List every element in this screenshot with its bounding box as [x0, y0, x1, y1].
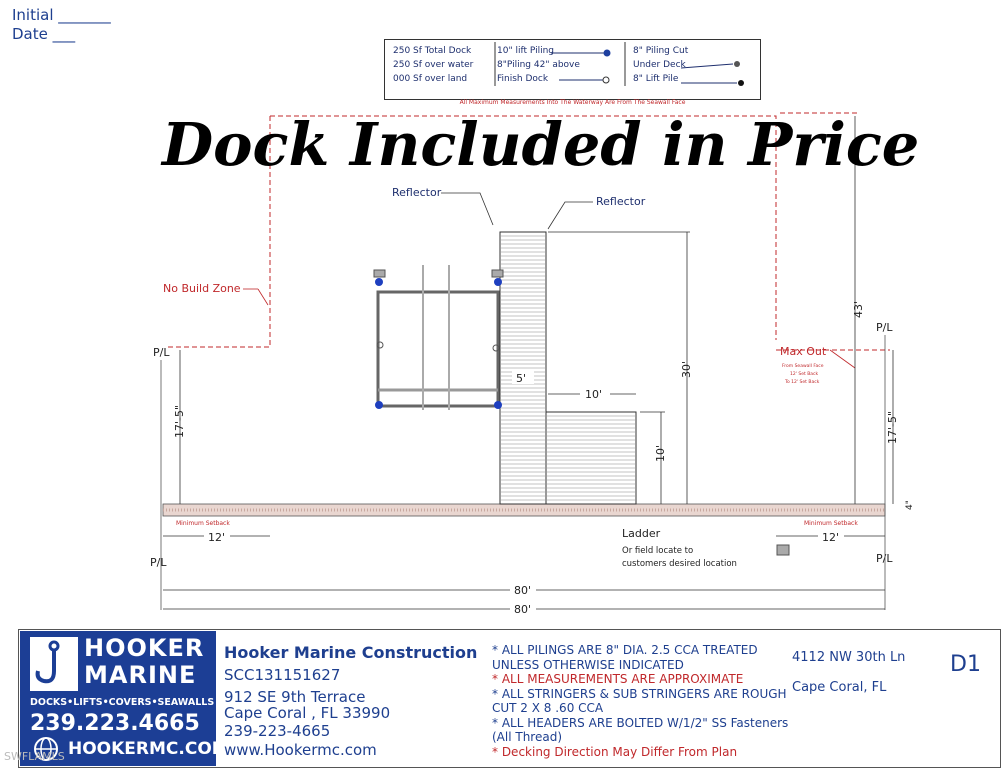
no-build-zone-label: No Build Zone: [163, 282, 241, 295]
company-license: SCC131151627: [224, 666, 341, 684]
ladder-label: Ladder: [622, 527, 661, 540]
pl-label-bottom-right: P/L: [876, 552, 893, 565]
company-website[interactable]: www.Hookermc.com: [224, 741, 377, 759]
min-setback-left: Minimum Setback: [176, 520, 230, 527]
company-logo: [20, 631, 229, 766]
legend-under-deck: Under Deck: [633, 60, 686, 70]
dim-12-left: 12': [208, 531, 226, 544]
company-info: [224, 642, 477, 761]
min-setback-right: Minimum Setback: [804, 520, 858, 527]
note-decking: * Decking Direction May Differ From Plan: [492, 744, 738, 759]
boat-lift: [374, 265, 503, 410]
legend-lift-pile: 8" Lift Pile: [633, 74, 679, 84]
construction-notes: [492, 643, 792, 759]
max-out-note-1: From Seawall Face: [782, 364, 824, 369]
legend-piling-cut: 8" Piling Cut: [633, 46, 689, 56]
drawing-number: D1: [950, 652, 981, 677]
dock-platform: [546, 412, 636, 504]
company-phone: 239-223-4665: [224, 722, 331, 740]
max-out-label: Max Out: [780, 345, 827, 358]
dim-5: 5': [516, 372, 527, 385]
date-line: Date ___: [12, 25, 76, 43]
dim-17-5-left: 17'-5": [173, 404, 186, 438]
max-out-note-3: To 12' Set Back: [785, 380, 820, 385]
company-street: 912 SE 9th Terrace: [224, 688, 366, 706]
watermark: SWFLAMLS: [4, 750, 65, 763]
legend-piling-42: 8"Piling 42" above: [497, 60, 580, 70]
dim-10-vertical: 10': [654, 444, 667, 462]
job-address-street: 4112 NW 30th Ln: [792, 650, 906, 665]
logo-name-1: HOOKER: [84, 634, 205, 662]
reflector-left-label: Reflector: [392, 186, 442, 199]
logo-phone: 239.223.4665: [30, 711, 200, 736]
legend-finish-dock: Finish Dock: [497, 74, 549, 84]
dim-80-top: 80': [514, 584, 532, 597]
note-stringers: * ALL STRINGERS & SUB STRINGERS ARE ROUGH CUT 2 X 8 .60 CCA: [492, 686, 787, 715]
initial-line: Initial _______: [12, 6, 111, 24]
logo-name-2: MARINE: [84, 661, 197, 689]
reflector-right-label: Reflector: [596, 195, 646, 208]
page-title: Dock Included in Price: [162, 110, 920, 179]
dim-80-bottom: 80': [514, 603, 532, 616]
legend-total-dock: 250 Sf Total Dock: [393, 46, 472, 56]
hook-icon: [30, 637, 78, 691]
legend-note: All Maximum Measurements Into The Waterway Are From The Seawall Face: [459, 99, 686, 106]
dim-12-right: 12': [822, 531, 840, 544]
company-city: Cape Coral , FL 33990: [224, 704, 391, 722]
note-measurements: * ALL MEASUREMENTS ARE APPROXIMATE: [492, 672, 744, 686]
ladder-symbol: [777, 545, 789, 555]
legend-lift-piling: 10" lift Piling: [497, 46, 555, 56]
note-headers: * ALL HEADERS ARE BOLTED W/1/2" SS Fasteners (All Thread): [492, 715, 789, 744]
pl-label-top-left: P/L: [153, 346, 170, 359]
logo-tagline: DOCKS•LIFTS•COVERS•SEAWALLS: [30, 697, 215, 708]
job-address: [792, 643, 905, 703]
seawall: [163, 504, 885, 516]
dim-10-horizontal: 10': [585, 388, 603, 401]
dim-4-inch: 4": [905, 500, 915, 510]
legend-over-land: 000 Sf over land: [393, 74, 468, 84]
legend-over-water: 250 Sf over water: [393, 60, 474, 70]
company-name: Hooker Marine Construction: [224, 643, 478, 662]
note-pilings: * ALL PILINGS ARE 8" DIA. 2.5 CCA TREATED UNLESS OTHERWISE INDICATED: [492, 643, 758, 672]
ladder-note-1: Or field locate to: [622, 546, 694, 556]
dim-17-5-right: 17'-5": [886, 410, 899, 444]
logo-website: HOOKERMC.COM: [68, 739, 229, 759]
dim-30: 30': [680, 360, 693, 378]
pl-label-top-right: P/L: [876, 321, 893, 334]
ladder-note-2: customers desired location: [622, 559, 737, 569]
max-out-note-2: 12' Set Back: [790, 372, 819, 377]
job-address-city: Cape Coral, FL: [792, 680, 887, 695]
pl-label-bottom-left: P/L: [150, 556, 167, 569]
title-block: [18, 629, 1001, 768]
dim-43: 43': [852, 300, 865, 318]
